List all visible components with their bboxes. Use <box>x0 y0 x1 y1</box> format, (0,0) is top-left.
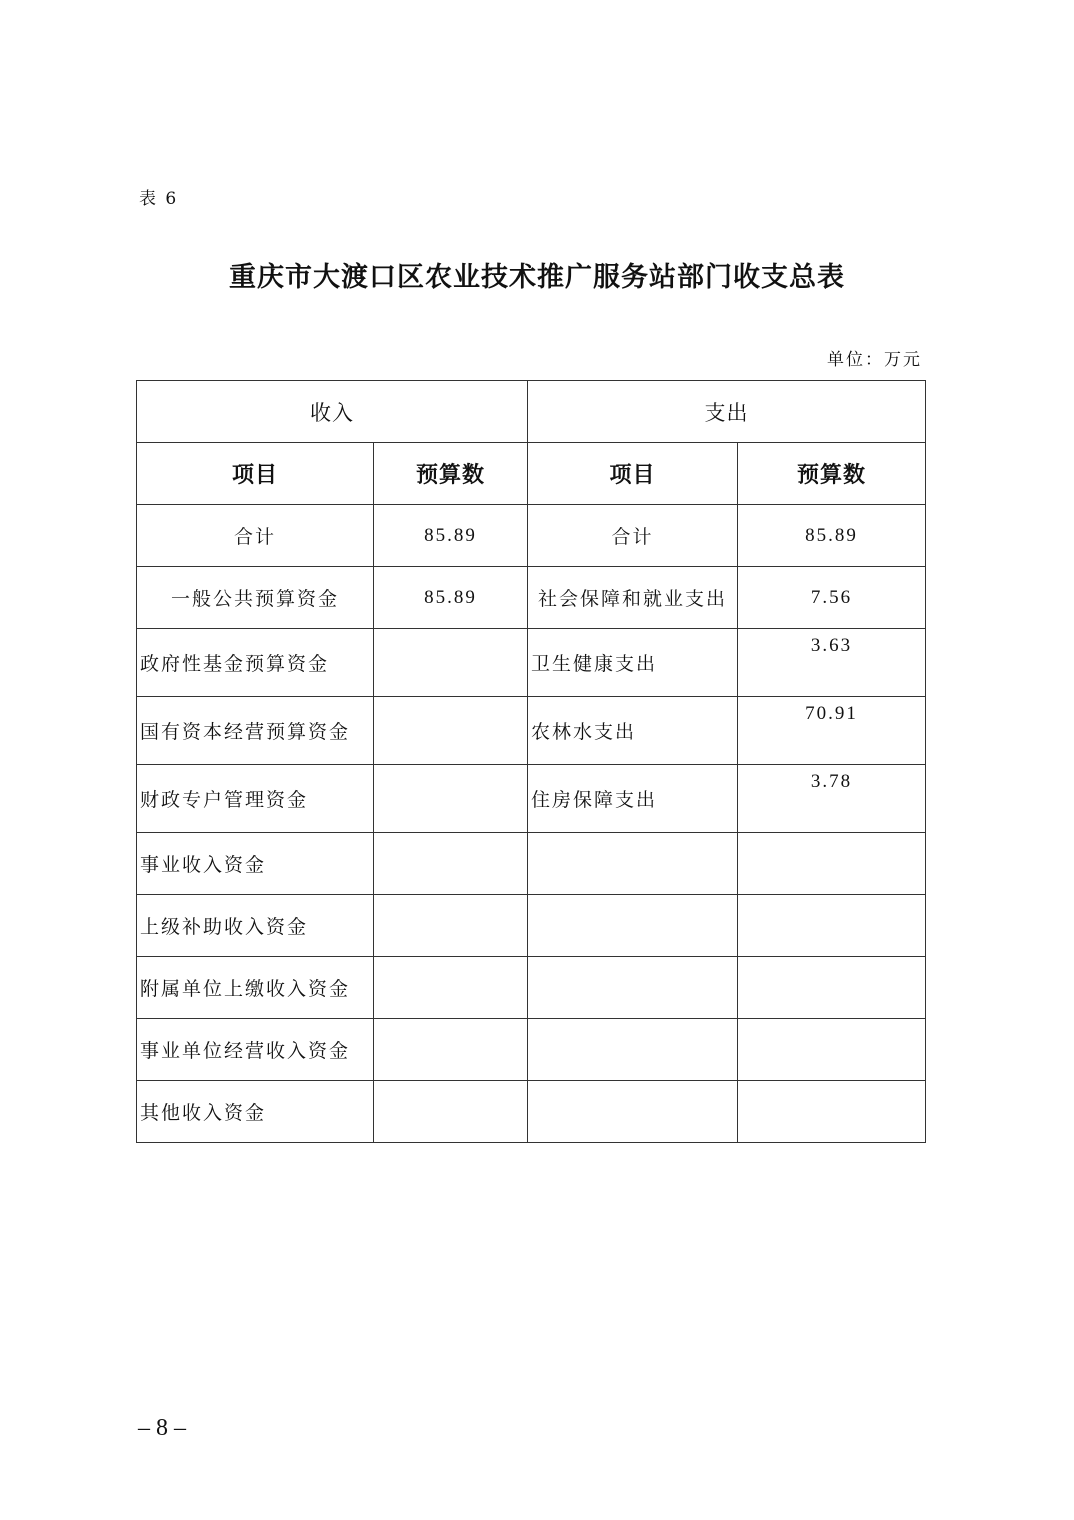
budget-table <box>136 380 926 1143</box>
expense-value <box>738 895 926 957</box>
income-value <box>374 697 528 765</box>
expense-value: 7.56 <box>738 567 926 629</box>
income-item: 事业收入资金 <box>137 833 374 895</box>
expense-item <box>528 957 738 1019</box>
income-item: 财政专户管理资金 <box>137 765 374 833</box>
table-row <box>137 697 926 765</box>
income-value <box>374 1081 528 1143</box>
income-value <box>374 895 528 957</box>
income-value <box>374 765 528 833</box>
expense-item: 住房保障支出 <box>528 765 738 833</box>
unit-label: 单位：万元 <box>827 350 922 370</box>
expense-item <box>528 1081 738 1143</box>
expense-item <box>528 833 738 895</box>
income-item: 上级补助收入资金 <box>137 895 374 957</box>
page-number: – 8 – <box>138 1415 186 1441</box>
table-row <box>137 1019 926 1081</box>
income-item: 政府性基金预算资金 <box>137 629 374 697</box>
income-value <box>374 629 528 697</box>
table-row <box>137 957 926 1019</box>
table-row <box>137 1081 926 1143</box>
section-header-row <box>137 381 926 443</box>
table-label: 表 6 <box>139 189 179 209</box>
income-value: 85.89 <box>374 567 528 629</box>
expense-header: 支出 <box>528 381 926 443</box>
income-item: 附属单位上缴收入资金 <box>137 957 374 1019</box>
expense-item: 卫生健康支出 <box>528 629 738 697</box>
income-item: 一般公共预算资金 <box>137 567 374 629</box>
income-item: 事业单位经营收入资金 <box>137 1019 374 1081</box>
expense-value: 3.63 <box>738 629 926 697</box>
expense-item: 农林水支出 <box>528 697 738 765</box>
income-item: 其他收入资金 <box>137 1081 374 1143</box>
income-value <box>374 1019 528 1081</box>
income-total-label: 合计 <box>137 505 374 567</box>
column-header-row <box>137 443 926 505</box>
table-row <box>137 833 926 895</box>
expense-value <box>738 957 926 1019</box>
page-title: 重庆市大渡口区农业技术推广服务站部门收支总表 <box>229 262 845 293</box>
expense-value <box>738 1019 926 1081</box>
expense-value <box>738 1081 926 1143</box>
expense-item: 社会保障和就业支出 <box>528 567 738 629</box>
expense-total-label: 合计 <box>528 505 738 567</box>
expense-item-column-header: 项目 <box>528 443 738 505</box>
income-header: 收入 <box>137 381 528 443</box>
income-value <box>374 957 528 1019</box>
table-row <box>137 629 926 697</box>
expense-item <box>528 1019 738 1081</box>
total-row <box>137 505 926 567</box>
income-total-value: 85.89 <box>374 505 528 567</box>
expense-value-column-header: 预算数 <box>738 443 926 505</box>
income-item-column-header: 项目 <box>137 443 374 505</box>
expense-item <box>528 895 738 957</box>
income-value <box>374 833 528 895</box>
expense-total-value: 85.89 <box>738 505 926 567</box>
expense-value: 70.91 <box>738 697 926 765</box>
income-value-column-header: 预算数 <box>374 443 528 505</box>
expense-value <box>738 833 926 895</box>
income-item: 国有资本经营预算资金 <box>137 697 374 765</box>
table-row <box>137 765 926 833</box>
table-row <box>137 567 926 629</box>
table-row <box>137 895 926 957</box>
expense-value: 3.78 <box>738 765 926 833</box>
